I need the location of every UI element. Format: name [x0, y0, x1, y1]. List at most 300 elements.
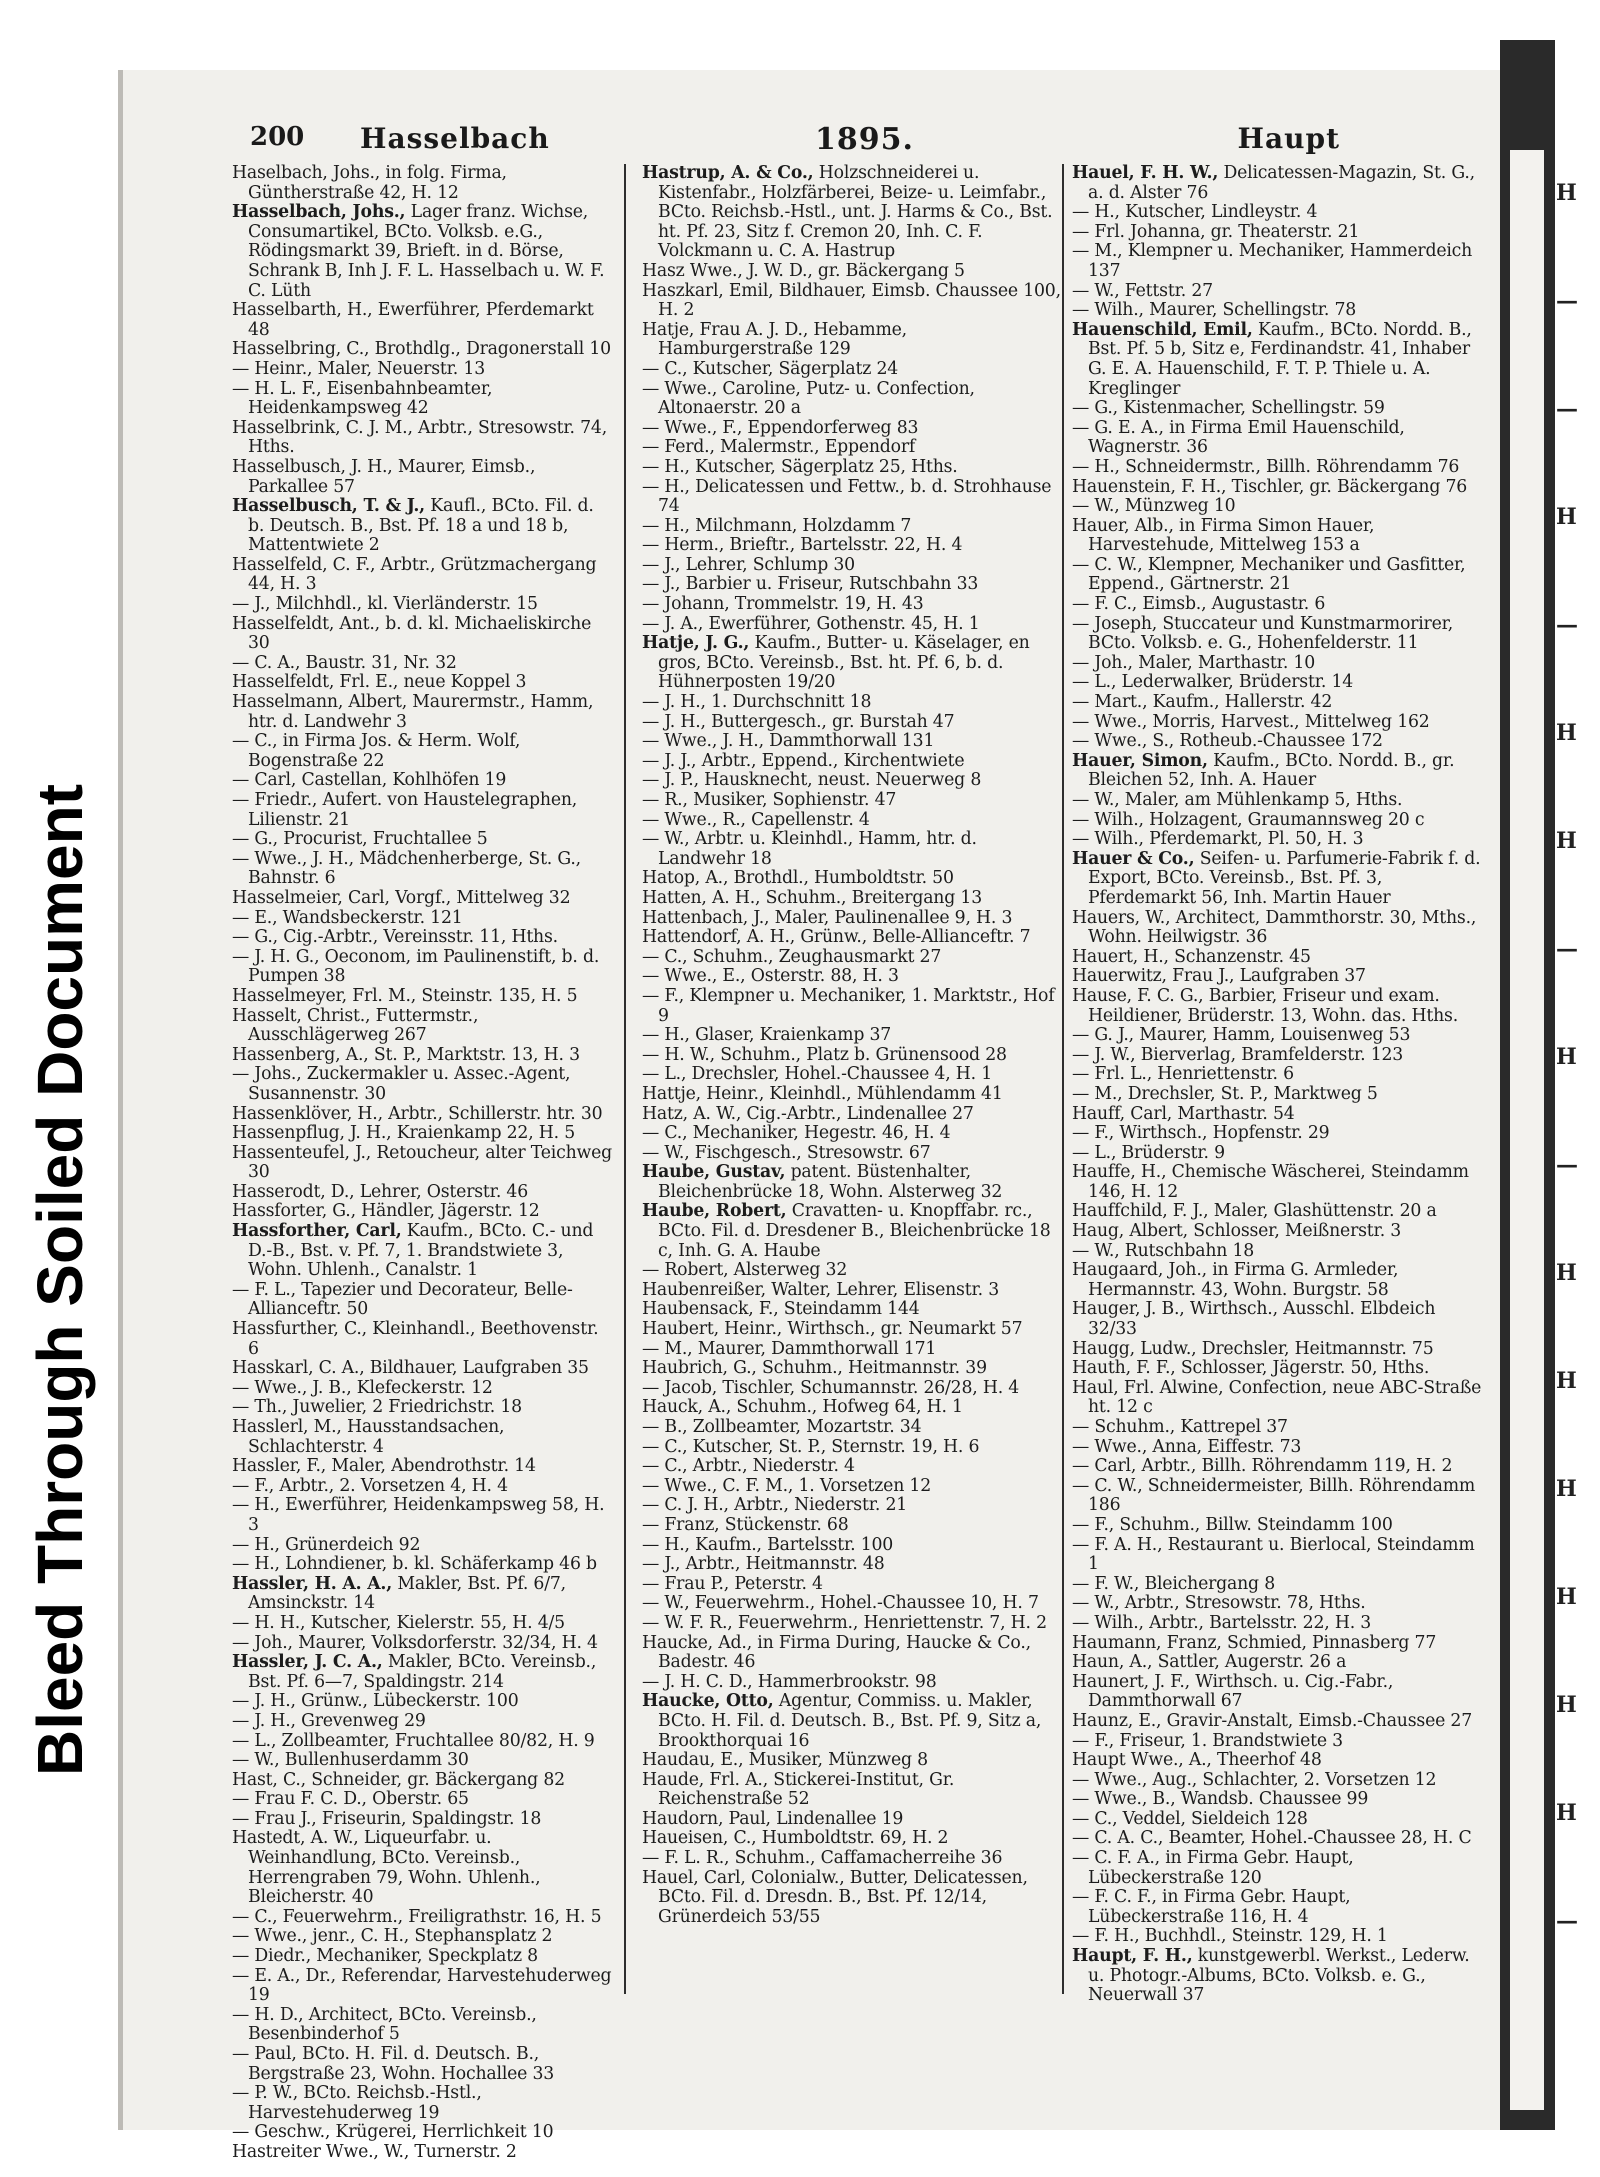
directory-entry: [1072, 791, 1482, 811]
directory-entry: [642, 967, 1064, 987]
entry-text: Lager franz. Wichse, Consumartikel, BCto. Volksb. e.G., Rödingsmarkt 39, Brieft. in d. Börse, Schrank B, Inh J. F. L. Hasselbach u. W. F. C. Lüth: [248, 202, 605, 301]
directory-entry: [642, 1261, 1064, 1281]
entry-text: Hatten, A. H., Schuhm., Breitergang 13: [642, 887, 982, 908]
entry-firm-name: Hasselbach, Johs.,: [232, 202, 406, 223]
directory-year: 1895.: [815, 122, 914, 157]
entry-text: — H., Lohndiener, b. kl. Schäferkamp 46 b: [232, 1554, 597, 1575]
entry-text: patent. Büstenhalter, Bleichenbrücke 18, Wohn. Alsterweg 32: [658, 1162, 1003, 1202]
directory-entry: [642, 1516, 1064, 1536]
directory-entry: [1072, 615, 1482, 654]
directory-entry: [642, 1144, 1064, 1164]
directory-entry: [642, 1065, 1064, 1085]
entry-text: Hauffe, H., Chemische Wäscherei, Steindamm 146, H. 12: [1072, 1162, 1469, 1202]
entry-text: Haubrich, G., Schuhm., Heitmannstr. 39: [642, 1358, 987, 1379]
entry-text: Hasselbarth, H., Ewerführer, Pferdemarkt 48: [232, 300, 594, 340]
directory-entry: [232, 1418, 612, 1457]
directory-entry: [1072, 301, 1482, 321]
entry-text: — C., in Firma Jos. & Herm. Wolf, Bogenstraße 22: [232, 731, 521, 771]
entry-text: — J. H., Grevenweg 29: [232, 1710, 426, 1731]
entry-text: — C., Veddel, Sieldeich 128: [1072, 1808, 1308, 1829]
entry-text: — H., Schneidermstr., Billh. Röhrendamm 76: [1072, 456, 1460, 477]
entry-text: — F. W., Bleichergang 8: [1072, 1573, 1276, 1594]
entry-text: — Wwe., S., Rotheub.-Chaussee 172: [1072, 731, 1383, 752]
entry-text: — C., Kutscher, St. P., Sternstr. 19, H. 6: [642, 1436, 980, 1457]
entry-text: Hasselbring, C., Brothdlg., Dragonerstall 10: [232, 339, 611, 360]
directory-entry: [232, 1908, 612, 1928]
entry-firm-name: Hassler, J. C. A.,: [232, 1652, 383, 1673]
entry-text: — Johs., Zuckermakler u. Assec.-Agent, Susannenstr. 30: [232, 1064, 571, 1104]
entry-text: — H. W., Schuhm., Platz b. Grünensood 28: [642, 1044, 1007, 1065]
entry-text: Hasselbusch, J. H., Maurer, Eimsb., Parkallee 57: [232, 456, 536, 497]
adjacent-page-edge: [1556, 180, 1596, 2080]
directory-entry: [642, 321, 1064, 360]
directory-entry: [232, 1144, 612, 1183]
directory-entry: [1072, 458, 1482, 478]
directory-entry: [232, 850, 612, 889]
directory-entry: [642, 575, 1064, 595]
entry-text: — Herm., Brieftr., Bartelsstr. 22, H. 4: [642, 535, 963, 556]
directory-entry: [232, 1614, 612, 1634]
directory-entry: [642, 1085, 1064, 1105]
entry-text: — L., Drechsler, Hohel.-Chaussee 4, H. 1: [642, 1064, 993, 1085]
entry-text: — J., Barbier u. Friseur, Rutschbahn 33: [642, 574, 979, 595]
entry-text: — L., Zollbeamter, Fruchtallee 80/82, H. 9: [232, 1730, 595, 1751]
entry-text: — F., Wirthsch., Hopfenstr. 29: [1072, 1123, 1330, 1144]
entry-text: — J. P., Hausknecht, neust. Neuerweg 8: [642, 770, 982, 791]
entry-text: Hasselfeldt, Frl. E., neue Koppel 3: [232, 672, 527, 693]
entry-text: Makler, Bst. Pf. 6/7, Amsinckstr. 14: [248, 1573, 566, 1614]
entry-text: — H. H., Kutscher, Kielerstr. 55, H. 4/5: [232, 1612, 565, 1633]
directory-entry: [232, 1751, 612, 1771]
directory-entry: [642, 595, 1064, 615]
directory-entry: [642, 771, 1064, 791]
directory-entry: [232, 1790, 612, 1810]
entry-text: — W., Rutschbahn 18: [1072, 1240, 1255, 1261]
entry-text: Holzschneiderei u. Kistenfabr., Holzfärberei, Beize- u. Leimfabr., BCto. Reichsb.-Hstl., unt. J. Harms & Co., Bst. ht. Pf. 23, Sitz f. Cremon 20, Inh. C. F. Volckmann u. C. A. Hastrup: [658, 163, 1053, 262]
directory-entry: [232, 928, 612, 948]
directory-entry: [1072, 1046, 1482, 1066]
entry-text: — Joh., Maurer, Volksdorferstr. 32/34, H. 4: [232, 1632, 598, 1653]
entry-text: Hassforter, G., Händler, Jägerstr. 12: [232, 1201, 540, 1222]
page-header: [250, 122, 1340, 162]
directory-entry: [1072, 517, 1482, 556]
entry-text: Haugg, Ludw., Drechsler, Heitmannstr. 75: [1072, 1338, 1434, 1359]
directory-entry: [232, 1124, 612, 1144]
directory-entry: [232, 2006, 612, 2045]
entry-firm-name: Hauer & Co.,: [1072, 848, 1195, 869]
entry-text: — Wwe., jenr., C. H., Stephansplatz 2: [232, 1926, 553, 1947]
directory-entry: [642, 458, 1064, 478]
directory-entry: [1072, 830, 1482, 850]
directory-entry: [232, 948, 612, 987]
entry-text: Kaufm., BCto. C.- und D.-B., Bst. v. Pf. 7, 1. Brandstwiete 3, Wohn. Uhlenh., Canalstr. 1: [248, 1221, 594, 1281]
directory-entry: [1072, 1105, 1482, 1125]
entry-text: — Wwe., Morris, Harvest., Mittelweg 162: [1072, 711, 1430, 732]
directory-entry: [232, 556, 612, 595]
directory-entry: [1072, 1516, 1482, 1536]
directory-entry: [232, 1281, 612, 1320]
directory-entry: [232, 2123, 612, 2143]
entry-text: — J. H., 1. Durchschnitt 18: [642, 692, 872, 713]
entry-text: Hauerwitz, Frau J., Laufgraben 37: [1072, 966, 1366, 987]
directory-entry: [642, 1634, 1064, 1673]
entry-text: — C., Feuerwehrm., Freiligrathstr. 16, H. 5: [232, 1906, 602, 1927]
entry-text: — G. J., Maurer, Hamm, Louisenweg 53: [1072, 1025, 1411, 1046]
directory-entry: [232, 1692, 612, 1712]
directory-entry: [1072, 811, 1482, 831]
directory-entry: [1072, 1163, 1482, 1202]
directory-entry: [232, 791, 612, 830]
entry-text: — W., Fettstr. 27: [1072, 280, 1213, 301]
entry-text: — H., Kutscher, Sägerplatz 25, Hths.: [642, 456, 958, 477]
directory-entry: [1072, 1594, 1482, 1614]
directory-entry: [1072, 1144, 1482, 1164]
directory-entry: [1072, 164, 1482, 203]
entry-text: Agentur, Commiss. u. Makler, BCto. H. Fil. d. Deutsch. B., Bst. Pf. 9, Sitz a, Brookthorquai 16: [658, 1691, 1042, 1751]
directory-entry: [232, 1320, 612, 1359]
directory-entry: [642, 164, 1064, 262]
directory-entry: [642, 1771, 1064, 1810]
entry-text: — F. A. H., Restaurant u. Bierlocal, Steindamm 1: [1072, 1534, 1475, 1575]
entry-text: — H., Milchmann, Holzdamm 7: [642, 515, 912, 536]
directory-entry: [232, 203, 612, 301]
directory-entry: [232, 2084, 612, 2123]
entry-text: — Wwe., C. F. M., 1. Vorsetzen 12: [642, 1475, 932, 1496]
directory-entry: [642, 1849, 1064, 1869]
directory-entry: [232, 419, 612, 458]
entry-text: — Wwe., Aug., Schlachter, 2. Vorsetzen 12: [1072, 1769, 1437, 1790]
directory-entry: [642, 732, 1064, 752]
entry-text: Kaufm., BCto. Nordd. B., gr. Bleichen 52, Inh. A. Hauer: [1088, 750, 1455, 791]
directory-entry: [1072, 1202, 1482, 1222]
entry-text: — W., Fischgesch., Stresowstr. 67: [642, 1142, 931, 1163]
directory-entry: [232, 360, 612, 380]
directory-entry: [642, 1869, 1064, 1928]
entry-text: Hauth, F. F., Schlosser, Jägerstr. 50, Hths.: [1072, 1358, 1430, 1379]
entry-text: Hasslerl, M., Hausstandsachen, Schlachterstr. 4: [232, 1417, 505, 1457]
directory-entry: [232, 497, 612, 556]
entry-text: — F. C. F., in Firma Gebr. Haupt, Lübeckerstraße 116, H. 4: [1072, 1887, 1351, 1927]
directory-entry: [232, 1046, 612, 1066]
directory-entry: [232, 1575, 612, 1614]
entry-text: Haucke, Ad., in Firma During, Haucke & Co., Badestr. 46: [642, 1632, 1031, 1673]
directory-entry: [1072, 654, 1482, 674]
edge-fragment: H: [1556, 1476, 1577, 1502]
directory-entry: [642, 869, 1064, 889]
directory-entry: [642, 1810, 1064, 1830]
entry-text: Cravatten- u. Knopffabr. rc., BCto. Fil. d. Dresdener B., Bleichenbrücke 18 c, Inh. G. A. Haube: [658, 1201, 1051, 1261]
directory-entry: [1072, 1732, 1482, 1752]
entry-text: — E. A., Dr., Referendar, Harvestehuderweg 19: [232, 1965, 612, 2006]
entry-text: Haumann, Franz, Schmied, Pinnasberg 77: [1072, 1632, 1437, 1653]
directory-entry: [642, 791, 1064, 811]
entry-text: Hastedt, A. W., Liqueurfabr. u. Weinhandlung, BCto. Vereinsb., Herrengraben 79, Wohn. Uhlenh., Bleicherstr. 40: [232, 1828, 541, 1908]
directory-entry: [232, 1732, 612, 1752]
directory-entry: [1072, 1026, 1482, 1046]
directory-entry: [642, 1438, 1064, 1458]
entry-text: — G. E. A., in Firma Emil Hauenschild, Wagnerstr. 36: [1072, 417, 1405, 458]
directory-entry: [232, 693, 612, 732]
directory-entry: [232, 1105, 612, 1125]
entry-firm-name: Hauel, F. H. W.,: [1072, 163, 1219, 183]
entry-text: — C. A., Baustr. 31, Nr. 32: [232, 652, 457, 673]
directory-entry: [1072, 1653, 1482, 1673]
entry-text: — M., Klempner u. Mechaniker, Hammerdeich 137: [1072, 241, 1473, 281]
entry-text: — L., Lederwalker, Brüderstr. 14: [1072, 672, 1354, 693]
directory-entry: [642, 830, 1064, 869]
entry-text: — Wwe., E., Osterstr. 88, H. 3: [642, 966, 899, 987]
directory-entry: [642, 1751, 1064, 1771]
entry-text: — J. J., Arbtr., Eppend., Kirchentwiete: [642, 750, 965, 771]
entry-firm-name: Haube, Robert,: [642, 1201, 787, 1222]
entry-text: Haubert, Heinr., Wirthsch., gr. Neumarkt 57: [642, 1319, 1023, 1340]
directory-entry: [232, 2045, 612, 2084]
edge-fragment: —: [1556, 1152, 1578, 1178]
entry-text: Haude, Frl. A., Stickerei-Institut, Gr. Reichenstraße 52: [642, 1769, 955, 1810]
entry-firm-name: Hauenschild, Emil,: [1072, 319, 1253, 340]
directory-entry: [642, 909, 1064, 929]
entry-text: — H., Glaser, Kraienkamp 37: [642, 1025, 892, 1046]
entry-text: Hatop, A., Brothdl., Humboldtstr. 50: [642, 868, 954, 889]
directory-entry: [1072, 1536, 1482, 1575]
entry-text: — C. A. C., Beamter, Hohel.-Chaussee 28, H. C: [1072, 1828, 1472, 1849]
directory-entry: [232, 1222, 612, 1281]
entry-text: — J. A., Ewerführer, Gothenstr. 45, H. 1: [642, 613, 980, 634]
entry-firm-name: Hassforther, Carl,: [232, 1221, 402, 1242]
entry-text: — H., Kaufm., Bartelsstr. 100: [642, 1534, 894, 1555]
entry-text: — Friedr., Aufert. von Haustelegraphen, Lilienstr. 21: [232, 790, 578, 830]
entry-text: — Geschw., Krügerei, Herrlichkeit 10: [232, 2122, 554, 2143]
entry-text: Hasselmann, Albert, Maurermstr., Hamm, htr. d. Landwehr 3: [232, 692, 594, 732]
entry-text: — Wilh., Arbtr., Bartelsstr. 22, H. 3: [1072, 1612, 1372, 1633]
entry-text: — W. F. R., Feuerwehrm., Henriettenstr. 7, H. 2: [642, 1612, 1047, 1633]
directory-entry: [1072, 1634, 1482, 1654]
entry-text: Hauffchild, F. J., Maler, Glashüttenstr. 20 a: [1072, 1201, 1437, 1222]
entry-text: — J., Milchhdl., kl. Vierländerstr. 15: [232, 594, 538, 615]
entry-text: — J. H. C. D., Hammerbrookstr. 98: [642, 1671, 937, 1692]
entry-text: Haupt Wwe., A., Theerhof 48: [1072, 1750, 1322, 1771]
directory-entry: [1072, 987, 1482, 1026]
directory-entry: [232, 771, 612, 791]
directory-entry: [642, 1614, 1064, 1634]
directory-entry: [232, 595, 612, 615]
directory-entry: [1072, 1947, 1482, 2006]
edge-fragment: H: [1556, 1044, 1577, 1070]
entry-text: — C. W., Klempner, Mechaniker und Gasfitter, Eppend., Gärtnerstr. 21: [1072, 554, 1466, 595]
directory-entry: [642, 713, 1064, 733]
directory-entry: [642, 634, 1064, 693]
directory-entry: [232, 1927, 612, 1947]
directory-entry: [1072, 1575, 1482, 1595]
entry-text: — Frau J., Friseurin, Spaldingstr. 18: [232, 1808, 542, 1829]
directory-entry: [232, 1183, 612, 1203]
left-catchword: Hasselbach: [360, 122, 550, 155]
edge-fragment: H: [1556, 180, 1577, 206]
directory-entry: [642, 1829, 1064, 1849]
directory-entry: [1072, 1242, 1482, 1262]
edge-fragment: H: [1556, 1692, 1577, 1718]
entry-text: Hasserodt, D., Lehrer, Osterstr. 46: [232, 1181, 529, 1202]
entry-text: Hatz, A. W., Cig.-Arbtr., Lindenallee 27: [642, 1103, 974, 1124]
entry-text: Hastreiter Wwe., W., Turnerstr. 2: [232, 2141, 517, 2162]
directory-entry: [642, 1026, 1064, 1046]
directory-entry: [1072, 1124, 1482, 1144]
entry-text: Hauers, W., Architect, Dammthorstr. 30, Mths., Wohn. Heilwigstr. 36: [1072, 907, 1477, 948]
entry-text: — H. L. F., Eisenbahnbeamter, Heidenkampsweg 42: [232, 378, 493, 419]
directory-entry: [1072, 1300, 1482, 1339]
entry-text: — P. W., BCto. Reichsb.-Hstl., Harvestehuderweg 19: [232, 2083, 482, 2123]
directory-entry: [1072, 399, 1482, 419]
entry-text: — Heinr., Maler, Neuerstr. 13: [232, 358, 485, 379]
entry-text: Hauel, Carl, Colonialw., Butter, Delicatessen, BCto. Fil. d. Dresdn. B., Bst. Pf. 12/14, Grünerdeich 53/55: [642, 1867, 1028, 1927]
directory-entry: [642, 1692, 1064, 1751]
entry-text: Haszkarl, Emil, Bildhauer, Eimsb. Chaussee 100, H. 2: [642, 280, 1061, 321]
entry-text: Haubensack, F., Steindamm 144: [642, 1299, 920, 1320]
directory-entry: [1072, 1418, 1482, 1438]
directory-entry: [1072, 693, 1482, 713]
entry-text: — Frl. L., Henriettenstr. 6: [1072, 1064, 1294, 1085]
directory-entry: [1072, 419, 1482, 458]
directory-entry: [232, 1712, 612, 1732]
directory-entry: [232, 2143, 612, 2163]
directory-entry: [642, 360, 1064, 380]
directory-entry: [232, 1065, 612, 1104]
entry-text: — R., Musiker, Sophienstr. 47: [642, 790, 897, 810]
directory-entry: [1072, 223, 1482, 243]
directory-entry: [1072, 242, 1482, 281]
entry-text: — Franz, Stückenstr. 68: [642, 1514, 849, 1535]
directory-entry: [1072, 1751, 1482, 1771]
directory-entry: [642, 1124, 1064, 1144]
entry-text: — W., Maler, am Mühlenkamp 5, Hths.: [1072, 790, 1403, 810]
directory-entry: [232, 301, 612, 340]
directory-entry: [232, 1359, 612, 1379]
entry-text: — W., Arbtr. u. Kleinhdl., Hamm, htr. d. Landwehr 18: [642, 829, 977, 869]
directory-entry: [642, 1594, 1064, 1614]
entry-text: — C. J. H., Arbtr., Niederstr. 21: [642, 1495, 908, 1516]
directory-entry: [1072, 1438, 1482, 1458]
entry-text: Hauenstein, F. H., Tischler, gr. Bäckergang 76: [1072, 476, 1468, 497]
entry-firm-name: Haube, Gustav,: [642, 1162, 786, 1183]
entry-text: — C. W., Schneidermeister, Billh. Röhrendamm 186: [1072, 1475, 1476, 1516]
entry-text: Kaufm., BCto. Nordd. B., Bst. Pf. 5 b, Sitz e, Ferdinandstr. 41, Inhaber G. E. A. Hauenschild, F. T. P. Thiele u. A. Kreglinger: [1088, 319, 1472, 399]
directory-entry: [642, 1046, 1064, 1066]
directory-entry: [642, 752, 1064, 772]
entry-text: Hassenpflug, J. H., Kraienkamp 22, H. 5: [232, 1123, 576, 1144]
entry-text: — Johann, Trommelstr. 19, H. 43: [642, 594, 924, 615]
directory-entry: [1072, 1340, 1482, 1360]
entry-text: Seifen- u. Parfumerie-Fabrik f. d. Export, BCto. Vereinsb., Bst. Pf. 3, Pferdemarkt 56, Inh. Martin Hauer: [1088, 848, 1481, 908]
entry-text: Hattenbach, J., Maler, Paulinenallee 9, H. 3: [642, 907, 1013, 928]
directory-entry: [232, 615, 612, 654]
directory-entry: [1072, 1065, 1482, 1085]
directory-entry: [1072, 673, 1482, 693]
directory-entry: [1072, 556, 1482, 595]
entry-text: Haudau, E., Musiker, Münzweg 8: [642, 1750, 928, 1771]
edge-fragment: —: [1556, 1908, 1578, 1934]
directory-entry: [1072, 595, 1482, 615]
directory-entry: [642, 556, 1064, 576]
entry-text: — C. F. A., in Firma Gebr. Haupt, Lübeckerstraße 120: [1072, 1848, 1354, 1888]
entry-text: Makler, BCto. Vereinsb., Bst. Pf. 6—7, Spaldingstr. 214: [248, 1652, 597, 1692]
entry-text: Hassenberg, A., St. P., Marktstr. 13, H. 3: [232, 1044, 580, 1065]
directory-entry: [232, 458, 612, 497]
entry-firm-name: Hastrup, A. & Co.,: [642, 163, 814, 183]
directory-entry: [232, 1379, 612, 1399]
directory-entry: [232, 380, 612, 419]
entry-firm-name: Hauer, Simon,: [1072, 750, 1208, 771]
entry-text: — J., Lehrer, Schlump 30: [642, 554, 855, 575]
directory-entry: [1072, 752, 1482, 791]
entry-text: — Jacob, Tischler, Schumannstr. 26/28, H. 4: [642, 1377, 1020, 1398]
directory-entry: [232, 1947, 612, 1967]
directory-entry: [642, 1105, 1064, 1125]
directory-entry: [642, 1555, 1064, 1575]
entry-text: — Diedr., Mechaniker, Speckplatz 8: [232, 1946, 538, 1967]
directory-entry: [1072, 478, 1482, 498]
binding-edge: [1500, 40, 1555, 2130]
directory-entry: [232, 1653, 612, 1692]
directory-entry: [1072, 1888, 1482, 1927]
entry-text: Hauer, Alb., in Firma Simon Hauer, Harvestehude, Mittelweg 153 a: [1072, 515, 1375, 556]
directory-entry: [642, 1457, 1064, 1477]
directory-entry: [1072, 967, 1482, 987]
entry-firm-name: Hasselbusch, T. & J.,: [232, 496, 425, 517]
entry-text: — Ferd., Malermstr., Eppendorf: [642, 437, 916, 458]
entry-text: Hasselbrink, C. J. M., Arbtr., Stresowstr. 74, Hths.: [232, 417, 608, 458]
entry-text: — Wwe., R., Capellenstr. 4: [642, 809, 870, 830]
directory-entry: [642, 948, 1064, 968]
directory-entry: [232, 909, 612, 929]
directory-entry: [642, 811, 1064, 831]
directory-entry: [1072, 497, 1482, 517]
entry-text: — J. W., Bierverlag, Bramfelderstr. 123: [1072, 1044, 1404, 1065]
directory-entry: [1072, 1457, 1482, 1477]
entry-text: Haunert, J. F., Wirthsch. u. Cig.-Fabr., Dammthorwall 67: [1072, 1671, 1394, 1712]
entry-text: — M., Maurer, Dammthorwall 171: [642, 1338, 937, 1359]
entry-text: Haugaard, Joh., in Firma G. Armleder, Hermannstr. 43, Wohn. Burgstr. 58: [1072, 1260, 1399, 1300]
directory-entry: [642, 1496, 1064, 1516]
entry-text: — Robert, Alsterweg 32: [642, 1260, 848, 1281]
edge-fragment: H: [1556, 504, 1577, 530]
directory-entry: [642, 1477, 1064, 1497]
directory-column-middle: [642, 164, 1064, 1994]
directory-entry: [232, 1457, 612, 1477]
directory-entry: [642, 1340, 1064, 1360]
entry-text: — W., Feuerwehrm., Hohel.-Chaussee 10, H. 7: [642, 1593, 1039, 1614]
directory-entry: [642, 262, 1064, 282]
directory-entry: [642, 1281, 1064, 1301]
entry-text: — Schuhm., Kattrepel 37: [1072, 1417, 1288, 1437]
entry-text: — Paul, BCto. H. Fil. d. Deutsch. B., Bergstraße 23, Wohn. Hochallee 33: [232, 2044, 555, 2084]
directory-entry: [642, 517, 1064, 537]
entry-text: Hasskarl, C. A., Bildhauer, Laufgraben 35: [232, 1358, 589, 1379]
entry-text: — J. H., Grünw., Lübeckerstr. 100: [232, 1691, 519, 1712]
directory-entry: [1072, 713, 1482, 733]
entry-text: — Th., Juwelier, 2 Friedrichstr. 18: [232, 1397, 522, 1418]
directory-entry: [642, 1575, 1064, 1595]
entry-text: — Wwe., J. B., Klefeckerstr. 12: [232, 1377, 493, 1398]
edge-fragment: —: [1556, 288, 1578, 314]
directory-entry: [642, 1673, 1064, 1693]
entry-text: — F. L. R., Schuhm., Caffamacherreihe 36: [642, 1848, 1003, 1869]
entry-text: — Carl, Arbtr., Billh. Röhrendamm 119, H. 2: [1072, 1456, 1453, 1477]
entry-text: Hasselmeyer, Frl. M., Steinstr. 135, H. 5: [232, 985, 578, 1006]
entry-firm-name: Haupt, F. H.,: [1072, 1946, 1193, 1967]
directory-entry: [232, 1634, 612, 1654]
entry-text: Hattendorf, A. H., Grünw., Belle-Allianceftr. 7: [642, 927, 1031, 948]
directory-entry: [232, 1536, 612, 1556]
